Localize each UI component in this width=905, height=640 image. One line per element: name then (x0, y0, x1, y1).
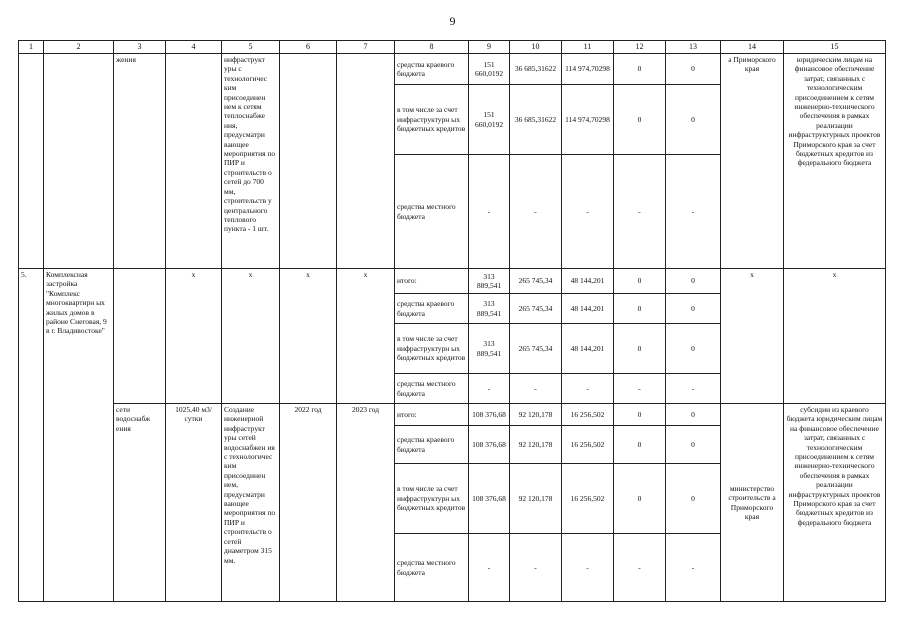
value-cell: 0 (614, 324, 666, 374)
cell-empty (44, 54, 114, 269)
value-cell: 0 (666, 464, 721, 534)
value-cell: 265 745,34 (510, 269, 562, 294)
header-cell: 5 (222, 41, 280, 54)
result-cell: x (784, 269, 886, 404)
value-cell: 313 889,541 (469, 294, 510, 324)
executor-cell: x (721, 269, 784, 404)
value-cell: 108 376,68 (469, 404, 510, 426)
value-cell: - (666, 534, 721, 602)
cell-empty (19, 54, 44, 269)
value-cell: 92 120,178 (510, 464, 562, 534)
object-type-cell: сети водоснабж ения (114, 404, 166, 602)
header-cell: 15 (784, 41, 886, 54)
value-cell: - (614, 374, 666, 404)
value-cell: 92 120,178 (510, 404, 562, 426)
item-number-cell: 5. (19, 269, 44, 602)
value-cell: - (510, 534, 562, 602)
cell-empty (280, 54, 337, 269)
value-cell: 114 974,70298 (562, 85, 614, 155)
header-cell: 12 (614, 41, 666, 54)
funding-source-cell: итого: (395, 404, 469, 426)
value-cell: 48 144,201 (562, 269, 614, 294)
header-cell: 8 (395, 41, 469, 54)
header-cell: 3 (114, 41, 166, 54)
value-cell: - (614, 155, 666, 269)
value-cell: - (666, 374, 721, 404)
value-cell: - (562, 374, 614, 404)
end-year-cell: 2023 год (337, 404, 395, 602)
value-cell: 0 (666, 426, 721, 464)
value-cell: 0 (666, 404, 721, 426)
funding-source-cell: итого: (395, 269, 469, 294)
value-cell: 313 889,541 (469, 324, 510, 374)
header-cell: 9 (469, 41, 510, 54)
object-type-cell: жения (114, 54, 166, 269)
funding-source-cell: в том числе за счет инфраструктурн ых бюджетных кредитов (395, 324, 469, 374)
header-cell: 14 (721, 41, 784, 54)
value-cell: - (562, 155, 614, 269)
capacity-cell: x (166, 269, 222, 404)
header-cell: 2 (44, 41, 114, 54)
header-cell: 13 (666, 41, 721, 54)
project-name-cell: Комплексная застройка "Комплекс многоквартирн ых жилых домов в районе Снеговая, 9 в г. Владивостоке" (44, 269, 114, 602)
value-cell: - (562, 534, 614, 602)
table-row (19, 54, 886, 85)
executor-cell: а Приморского края (721, 54, 784, 269)
value-cell: 0 (614, 294, 666, 324)
funding-source-cell: средства местного бюджета (395, 534, 469, 602)
table-row (19, 269, 886, 294)
end-year-cell: x (337, 269, 395, 404)
result-cell: юридическим лицам на финансовое обеспечение затрат, связанных с технологическим присоединением к сетям инженерно-технического обеспечения в рамках реализации инфраструктурных проектов Приморского края за счет бюджетных кредитов из федерального бюджета (784, 54, 886, 269)
value-cell: 0 (614, 269, 666, 294)
value-cell: - (469, 155, 510, 269)
value-cell: 16 256,502 (562, 404, 614, 426)
funding-source-cell: средства местного бюджета (395, 374, 469, 404)
description-cell: Создание инженерной инфраструкт уры сетей водоснабжен ия с технологичес ким присоединен ием, предусматри вающее мероприятия по ПИР и строительств о сетей диаметром 315 мм. (222, 404, 280, 602)
value-cell: - (666, 155, 721, 269)
funding-source-cell: средства местного бюджета (395, 155, 469, 269)
funding-source-cell: средства краевого бюджета (395, 294, 469, 324)
start-year-cell: 2022 год (280, 404, 337, 602)
cell-empty (166, 54, 222, 269)
value-cell: 0 (614, 54, 666, 85)
value-cell: - (510, 155, 562, 269)
value-cell: 265 745,34 (510, 324, 562, 374)
header-cell: 4 (166, 41, 222, 54)
value-cell: 0 (614, 85, 666, 155)
header-cell: 11 (562, 41, 614, 54)
value-cell: - (469, 374, 510, 404)
cell-empty (114, 269, 166, 404)
page-number: 9 (449, 14, 456, 28)
header-row (19, 41, 886, 54)
value-cell: 0 (666, 269, 721, 294)
funding-source-cell: в том числе за счет инфраструктурн ых бюджетных кредитов (395, 85, 469, 155)
value-cell: 114 974,70298 (562, 54, 614, 85)
header-cell: 6 (280, 41, 337, 54)
value-cell: - (614, 534, 666, 602)
value-cell: 151 660,0192 (469, 54, 510, 85)
value-cell: 16 256,502 (562, 464, 614, 534)
description-cell: x (222, 269, 280, 404)
value-cell: 92 120,178 (510, 426, 562, 464)
value-cell: 0 (614, 464, 666, 534)
value-cell: 48 144,201 (562, 294, 614, 324)
table-row (19, 404, 886, 426)
value-cell: 0 (614, 426, 666, 464)
result-cell: субсидии из краевого бюджета юридическим лицам на финансовое обеспечение затрат, связанных с технологическим присоединением к сетям инженерно-технического обеспечения в рамках реализации инфраструктурных проектов Приморского края за счет бюджетных кредитов из федерального бюджета (784, 404, 886, 602)
header-cell: 10 (510, 41, 562, 54)
value-cell: 0 (614, 404, 666, 426)
value-cell: - (469, 534, 510, 602)
funding-source-cell: средства краевого бюджета (395, 426, 469, 464)
program-table (18, 40, 886, 602)
value-cell: 313 889,541 (469, 269, 510, 294)
value-cell: 151 660,0192 (469, 85, 510, 155)
value-cell: 0 (666, 324, 721, 374)
header-cell: 1 (19, 41, 44, 54)
capacity-cell: 1025,40 м3/сутки (166, 404, 222, 602)
value-cell: 108 376,68 (469, 426, 510, 464)
value-cell: 0 (666, 85, 721, 155)
start-year-cell: x (280, 269, 337, 404)
value-cell: 48 144,201 (562, 324, 614, 374)
executor-cell: министерство строительств а Приморского края (721, 404, 784, 602)
value-cell: 36 685,31622 (510, 85, 562, 155)
value-cell: 0 (666, 54, 721, 85)
header-cell: 7 (337, 41, 395, 54)
value-cell: 16 256,502 (562, 426, 614, 464)
value-cell: 108 376,68 (469, 464, 510, 534)
value-cell: 0 (666, 294, 721, 324)
value-cell: 36 685,31622 (510, 54, 562, 85)
value-cell: 265 745,34 (510, 294, 562, 324)
funding-source-cell: в том числе за счет инфраструктурн ых бюджетных кредитов (395, 464, 469, 534)
value-cell: - (510, 374, 562, 404)
funding-source-cell: средства краевого бюджета (395, 54, 469, 85)
description-cell: инфраструкт уры с технологичес ким присоединен ием к сетям теплоснабже ния, предусматри вающее мероприятия по ПИР и строительств о сетей до 700 мм, строительств у центрального теплового пункта - 1 шт. (222, 54, 280, 269)
cell-empty (337, 54, 395, 269)
